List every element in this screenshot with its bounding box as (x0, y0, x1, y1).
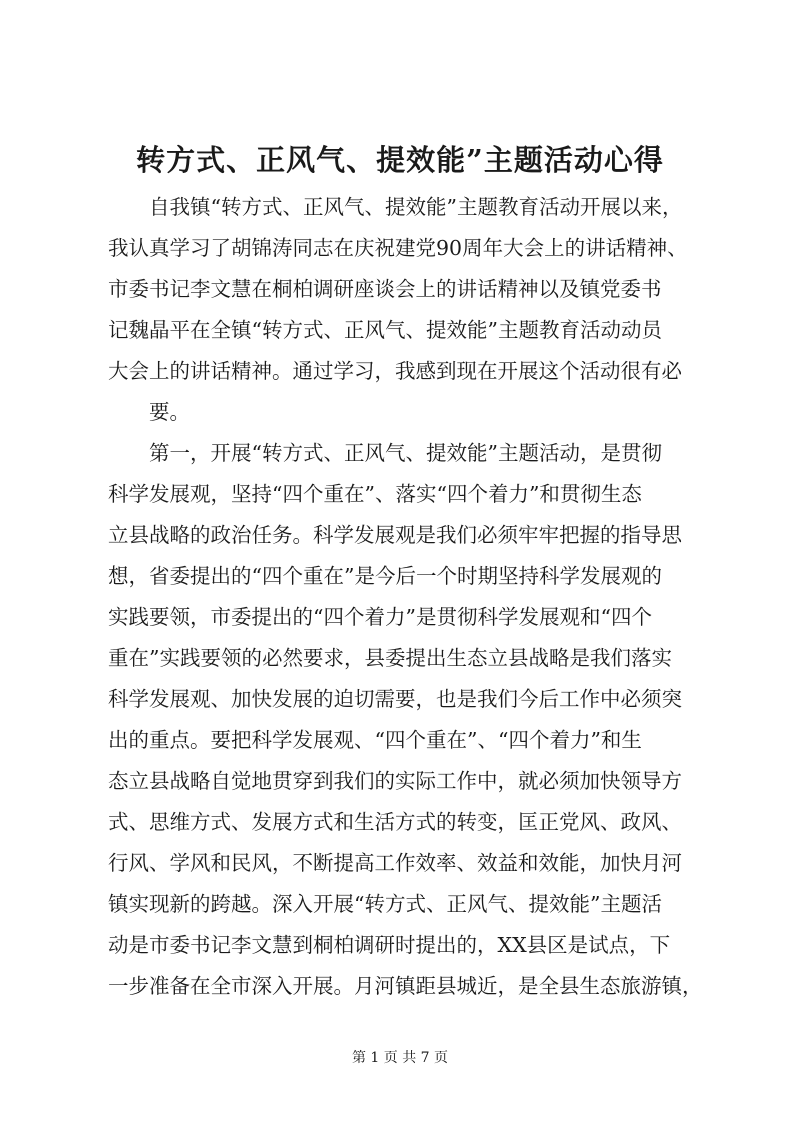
paragraph-line: 实践要领，市委提出的“四个着力”是贯彻科学发展观和“四个 (108, 605, 652, 629)
paragraph-line: 动是市委书记李文慧到桐柏调研时提出的，XX县区是试点，下 (108, 933, 671, 957)
paragraph-line: 记魏晶平在全镇“转方式、正风气、提效能”主题教育活动动员 (108, 318, 662, 342)
paragraph-line: 科学发展观，坚持“四个重在”、落实“四个着力”和贯彻生态 (108, 482, 642, 506)
paragraph-line: 立县战略的政治任务。科学发展观是我们必须牢牢把握的指导思 (108, 523, 682, 547)
paragraph-line: 出的重点。要把科学发展观、“四个重在”、“四个着力”和生 (108, 728, 642, 752)
paragraph-line: 镇实现新的跨越。深入开展“转方式、正风气、提效能”主题活 (108, 892, 662, 916)
paragraph-line: 自我镇“转方式、正风气、提效能”主题教育活动开展以来， (149, 195, 683, 219)
document-title: 转方式、正风气、提效能”主题活动心得 (136, 143, 664, 177)
paragraph-line: 行风、学风和民风，不断提高工作效率、效益和效能，加快月河 (108, 851, 682, 875)
paragraph-line: 市委书记李文慧在桐柏调研座谈会上的讲话精神以及镇党委书 (108, 277, 662, 301)
paragraph-line: 第一，开展“转方式、正风气、提效能”主题活动，是贯彻 (149, 441, 662, 465)
paragraph-line: 大会上的讲话精神。通过学习，我感到现在开展这个活动很有必 (108, 359, 682, 383)
page-number: 第 1 页 共 7 页 (351, 1050, 449, 1066)
paragraph-line: 科学发展观、加快发展的迫切需要，也是我们今后工作中必须突 (108, 687, 682, 711)
paragraph-line: 一步准备在全市深入开展。月河镇距县城近，是全县生态旅游镇， (108, 974, 703, 998)
paragraph-line: 我认真学习了胡锦涛同志在庆祝建党90周年大会上的讲话精神、 (108, 236, 688, 260)
paragraph-line: 要。 (149, 400, 190, 424)
paragraph-line: 态立县战略自觉地贯穿到我们的实际工作中，就必须加快领导方 (108, 769, 682, 793)
paragraph-line: 想，省委提出的“四个重在”是今后一个时期坚持科学发展观的 (108, 564, 662, 588)
paragraph-line: 重在”实践要领的必然要求，县委提出生态立县战略是我们落实 (108, 646, 672, 670)
paragraph-line: 式、思维方式、发展方式和生活方式的转变，匡正党风、政风、 (108, 810, 682, 834)
